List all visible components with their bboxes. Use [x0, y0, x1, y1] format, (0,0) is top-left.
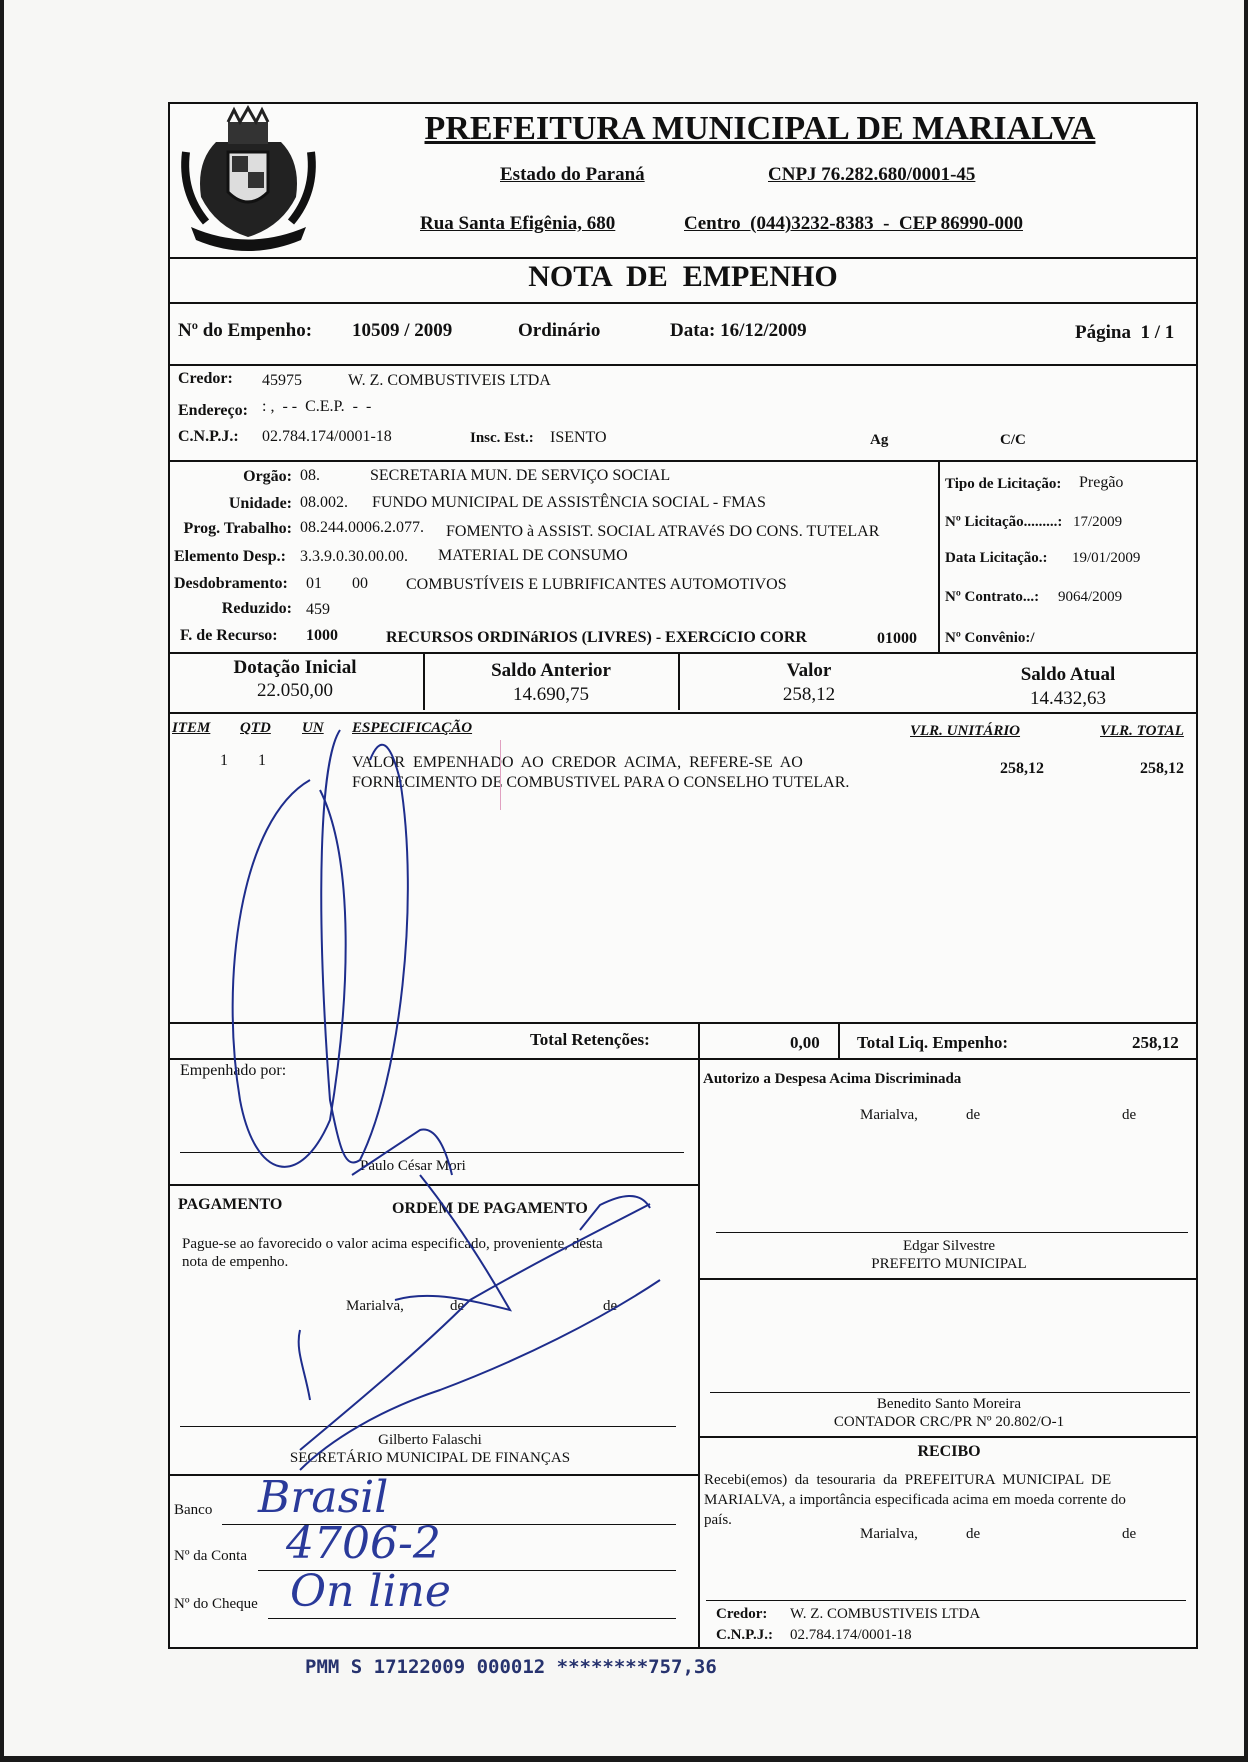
pagamento-text-2: nota de empenho.: [182, 1254, 289, 1270]
contrato-value: 9064/2009: [1058, 589, 1123, 605]
prefeito-name: Edgar Silvestre: [902, 1238, 996, 1254]
divider: [168, 364, 1198, 366]
divider: [698, 1022, 700, 1058]
item-total-value: 258,12: [1140, 760, 1184, 777]
convenio-label: Nº Convênio:/: [945, 630, 1035, 646]
autorizo-label: Autorizo a Despesa Acima Discriminada: [703, 1071, 962, 1087]
divider: [168, 1184, 698, 1186]
col-un: UN: [302, 720, 324, 736]
divider: [168, 712, 1198, 714]
ordem-pagamento-label: ORDEM DE PAGAMENTO: [392, 1200, 588, 1217]
banco-label: Banco: [174, 1502, 213, 1518]
desdobramento-name: COMBUSTÍVEIS E LUBRIFICANTES AUTOMOTIVOS: [406, 576, 787, 593]
divider: [168, 652, 1198, 654]
orgao-code: 08.: [300, 467, 320, 484]
divider: [168, 460, 1198, 462]
credor-cnpj: 02.784.174/0001-18: [262, 428, 392, 445]
desdobramento-code-1: 01: [306, 575, 322, 592]
orgao-name: SECRETARIA MUN. DE SERVIÇO SOCIAL: [370, 467, 671, 484]
liquido-value: 258,12: [1132, 1033, 1179, 1052]
scan-edge-left: [0, 0, 4, 1762]
saldo-anterior-value: 14.690,75: [513, 684, 589, 705]
unidade-name: FUNDO MUNICIPAL DE ASSISTÊNCIA SOCIAL - FMAS: [372, 494, 766, 511]
endereco-label: Endereço:: [178, 402, 248, 419]
fonte-code: 1000: [306, 627, 338, 644]
payment-stamp: PMM S 17122009 000012 ********757,36: [305, 1656, 717, 1678]
unidade-code: 08.002.: [300, 494, 348, 511]
insc-label: Insc. Est.:: [470, 430, 534, 446]
reduzido-value: 459: [306, 601, 330, 618]
col-vlr-total: VLR. TOTAL: [1100, 723, 1184, 739]
divider: [168, 1022, 1198, 1024]
recibo-text-2: MARIALVA, a importância especificada acima em moeda corrente do: [704, 1492, 1126, 1508]
licitacao-data-label: Data Licitação.:: [945, 550, 1048, 566]
conta-handwritten: 4706-2: [286, 1518, 441, 1569]
cnpj-label: C.N.P.J.:: [178, 428, 239, 445]
cheque-label: Nº do Cheque: [174, 1596, 258, 1612]
autorizo-de-2: de: [1122, 1107, 1137, 1123]
desdobramento-label: Desdobramento:: [174, 575, 288, 592]
signature-line: [180, 1426, 676, 1427]
licitacao-num: 17/2009: [1073, 514, 1123, 530]
divider: [168, 1058, 1198, 1060]
licitacao-data: 19/01/2009: [1072, 550, 1141, 566]
saldo-atual-label: Saldo Atual: [1020, 664, 1116, 685]
prog-name: FOMENTO à ASSIST. SOCIAL ATRAVéS DO CONS. TUTELAR: [446, 523, 880, 540]
saldo-atual-value: 14.432,63: [1030, 688, 1106, 709]
signature-line: [710, 1392, 1190, 1393]
pagamento-label: PAGAMENTO: [178, 1196, 283, 1213]
recibo-credor-label: Credor:: [716, 1606, 768, 1622]
prog-code: 08.244.0006.2.077.: [300, 519, 424, 536]
col-especificacao: ESPECIFICAÇÃO: [352, 720, 473, 736]
orgao-label: Orgão:: [243, 468, 292, 485]
state-text: Estado do Paraná: [500, 164, 645, 185]
licitacao-tipo-label: Tipo de Licitação:: [945, 476, 1062, 492]
address-text: Rua Santa Efigênia, 680: [420, 213, 616, 234]
scan-edge-bottom: [0, 1756, 1248, 1762]
contador-role: CONTADOR CRC/PR Nº 20.802/O-1: [833, 1414, 1065, 1430]
col-item: ITEM: [172, 720, 211, 736]
dotacao-label: Dotação Inicial: [233, 657, 357, 678]
unidade-label: Unidade:: [228, 495, 292, 512]
divider: [698, 1278, 1198, 1280]
account-label: C/C: [1000, 432, 1026, 448]
divider: [698, 1058, 700, 1649]
autorizo-city: Marialva,: [860, 1107, 918, 1123]
divider: [838, 1022, 840, 1058]
col-vlr-unitario: VLR. UNITÁRIO: [910, 723, 1021, 739]
empenho-date: Data: 16/12/2009: [670, 320, 807, 341]
contrato-label: Nº Contrato...:: [945, 589, 1040, 605]
conta-label: Nº da Conta: [174, 1548, 247, 1564]
scan-artifact: [500, 740, 501, 810]
item-qtd: 1: [258, 752, 266, 769]
contact-text: Centro (044)3232-8383 - CEP 86990-000: [684, 213, 1023, 234]
valor-label: Valor: [786, 660, 832, 681]
empenhado-label: Empenhado por:: [180, 1062, 287, 1079]
recibo-text-3: país.: [704, 1512, 732, 1528]
elemento-name: MATERIAL DE CONSUMO: [438, 547, 628, 564]
saldo-anterior-label: Saldo Anterior: [491, 660, 611, 681]
empenho-type: Ordinário: [518, 320, 601, 341]
empenho-number: 10509 / 2009: [352, 320, 453, 341]
licitacao-num-label: Nº Licitação.........:: [945, 514, 1063, 530]
insc-value: ISENTO: [550, 429, 607, 446]
retencoes-value: 0,00: [790, 1033, 820, 1052]
item-description-line-1: VALOR EMPENHADO AO CREDOR ACIMA, REFERE-SE AO: [352, 754, 803, 771]
divider: [168, 302, 1198, 304]
page-number: Página 1 / 1: [1075, 322, 1175, 343]
pagamento-text-1: Pague-se ao favorecido o valor acima especificado, proveniente, desta: [182, 1236, 603, 1252]
recibo-cnpj-label: C.N.P.J.:: [716, 1627, 773, 1643]
prefeito-role: PREFEITO MUNICIPAL: [871, 1256, 1027, 1272]
recibo-cnpj: 02.784.174/0001-18: [790, 1627, 912, 1643]
pagamento-city: Marialva,: [346, 1298, 404, 1314]
reduzido-label: Reduzido:: [221, 600, 292, 617]
item-unit-value: 258,12: [1000, 760, 1044, 777]
elemento-label: Elemento Desp.:: [174, 548, 286, 565]
autorizo-de-1: de: [966, 1107, 981, 1123]
recibo-credor-name: W. Z. COMBUSTIVEIS LTDA: [790, 1606, 981, 1622]
prog-label: Prog. Trabalho:: [183, 520, 292, 537]
credor-code: 45975: [262, 372, 302, 389]
secretario-name: Gilberto Falaschi: [378, 1432, 482, 1448]
pagamento-de-2: de: [603, 1298, 618, 1314]
elemento-code: 3.3.9.0.30.00.00.: [300, 548, 408, 565]
recibo-de-1: de: [966, 1526, 981, 1542]
divider: [698, 1436, 1198, 1438]
cheque-handwritten: On line: [290, 1566, 451, 1617]
retencoes-label: Total Retenções:: [530, 1030, 650, 1049]
item-number: 1: [220, 752, 228, 769]
item-description-line-2: FORNECIMENTO DE COMBUSTIVEL PARA O CONSELHO TUTELAR.: [352, 774, 850, 791]
banco-handwritten: Brasil: [258, 1472, 389, 1523]
agency-label: Ag: [870, 432, 889, 448]
document-title: NOTA DE EMPENHO: [528, 260, 838, 293]
cnpj-text: CNPJ 76.282.680/0001-45: [768, 164, 976, 185]
page-title: PREFEITURA MUNICIPAL DE MARIALVA: [424, 110, 1096, 147]
endereco-value: : , - - C.E.P. - -: [262, 398, 372, 415]
dotacao-value: 22.050,00: [257, 680, 333, 701]
signature-line: [180, 1152, 684, 1153]
divider: [938, 460, 940, 652]
valor-value: 258,12: [782, 684, 836, 705]
pagamento-de-1: de: [450, 1298, 465, 1314]
recibo-text-1: Recebi(emos) da tesouraria da PREFEITURA MUNICIPAL DE: [704, 1472, 1112, 1488]
municipal-coat-of-arms: [176, 102, 321, 252]
empenhado-name: Paulo César Mori: [360, 1158, 466, 1174]
signature-line: [706, 1600, 1186, 1601]
signature-line: [716, 1232, 1188, 1233]
scan-edge-right: [1244, 0, 1248, 1762]
liquido-label: Total Liq. Empenho:: [857, 1033, 1008, 1052]
secretario-role: SECRETÁRIO MUNICIPAL DE FINANÇAS: [289, 1450, 571, 1466]
cheque-line: [268, 1618, 676, 1619]
recibo-city: Marialva,: [860, 1526, 918, 1542]
licitacao-tipo: Pregão: [1079, 474, 1124, 491]
desdobramento-code-2: 00: [352, 575, 368, 592]
divider: [168, 257, 1198, 259]
empenho-number-label: Nº do Empenho:: [178, 320, 313, 341]
credor-label: Credor:: [178, 370, 233, 387]
divider: [168, 1474, 698, 1476]
fonte-label: F. de Recurso:: [180, 627, 278, 644]
recibo-de-2: de: [1122, 1526, 1137, 1542]
fonte-name: RECURSOS ORDINáRIOS (LIVRES) - EXERCíCIO CORR: [386, 629, 807, 646]
credor-name: W. Z. COMBUSTIVEIS LTDA: [348, 372, 551, 389]
col-qtd: QTD: [240, 720, 271, 736]
fonte-suffix: 01000: [877, 630, 917, 647]
contador-name: Benedito Santo Moreira: [876, 1396, 1022, 1412]
recibo-title: RECIBO: [917, 1443, 981, 1460]
